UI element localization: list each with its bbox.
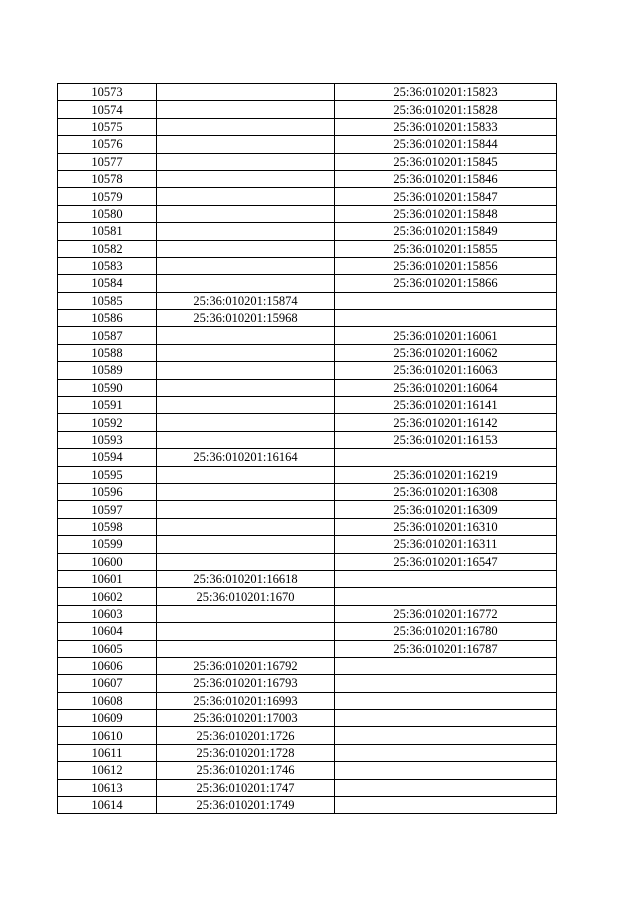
cadastral-number-cell xyxy=(157,275,335,292)
cadastral-number-cell: 25:36:010201:16141 xyxy=(335,397,557,414)
cadastral-number-cell: 25:36:010201:15847 xyxy=(335,188,557,205)
table-row xyxy=(58,240,557,257)
data-table xyxy=(57,83,557,814)
cadastral-number-cell: 25:36:010201:15844 xyxy=(335,136,557,153)
cadastral-number-cell: 25:36:010201:17003 xyxy=(157,710,335,727)
table-row xyxy=(58,362,557,379)
row-number-cell: 10591 xyxy=(58,397,157,414)
row-number-cell: 10580 xyxy=(58,205,157,222)
cadastral-number-cell: 25:36:010201:1670 xyxy=(157,588,335,605)
table-row xyxy=(58,605,557,622)
table-row xyxy=(58,797,557,814)
cadastral-number-cell: 25:36:010201:16547 xyxy=(335,553,557,570)
cadastral-number-cell xyxy=(157,223,335,240)
cadastral-number-cell: 25:36:010201:16061 xyxy=(335,327,557,344)
table-row xyxy=(58,536,557,553)
table-row xyxy=(58,692,557,709)
row-number-cell: 10599 xyxy=(58,536,157,553)
cadastral-number-cell: 25:36:010201:15828 xyxy=(335,101,557,118)
table-row xyxy=(58,501,557,518)
cadastral-number-cell xyxy=(157,431,335,448)
table-row xyxy=(58,762,557,779)
table-row xyxy=(58,153,557,170)
table-row xyxy=(58,657,557,674)
table-row xyxy=(58,744,557,761)
table-row xyxy=(58,727,557,744)
table-row xyxy=(58,205,557,222)
row-number-cell: 10606 xyxy=(58,657,157,674)
row-number-cell: 10611 xyxy=(58,744,157,761)
cadastral-number-cell xyxy=(335,692,557,709)
cadastral-number-cell: 25:36:010201:16309 xyxy=(335,501,557,518)
cadastral-number-cell xyxy=(157,205,335,222)
table-row xyxy=(58,84,557,101)
cadastral-number-cell xyxy=(335,727,557,744)
cadastral-number-cell xyxy=(157,553,335,570)
row-number-cell: 10584 xyxy=(58,275,157,292)
row-number-cell: 10612 xyxy=(58,762,157,779)
row-number-cell: 10610 xyxy=(58,727,157,744)
cadastral-number-cell: 25:36:010201:1726 xyxy=(157,727,335,744)
row-number-cell: 10609 xyxy=(58,710,157,727)
row-number-cell: 10573 xyxy=(58,84,157,101)
table-row xyxy=(58,483,557,500)
cadastral-number-cell xyxy=(157,414,335,431)
row-number-cell: 10594 xyxy=(58,449,157,466)
cadastral-number-cell xyxy=(157,170,335,187)
table-row xyxy=(58,588,557,605)
cadastral-number-cell: 25:36:010201:15846 xyxy=(335,170,557,187)
cadastral-number-cell xyxy=(335,310,557,327)
cadastral-number-cell xyxy=(335,570,557,587)
row-number-cell: 10586 xyxy=(58,310,157,327)
row-number-cell: 10607 xyxy=(58,675,157,692)
row-number-cell: 10605 xyxy=(58,640,157,657)
cadastral-number-cell: 25:36:010201:16787 xyxy=(335,640,557,657)
cadastral-number-cell: 25:36:010201:16618 xyxy=(157,570,335,587)
table-row xyxy=(58,223,557,240)
table-row xyxy=(58,327,557,344)
table-row xyxy=(58,710,557,727)
cadastral-number-cell: 25:36:010201:15855 xyxy=(335,240,557,257)
table-row xyxy=(58,275,557,292)
row-number-cell: 10593 xyxy=(58,431,157,448)
cadastral-number-cell: 25:36:010201:15833 xyxy=(335,118,557,135)
table-row xyxy=(58,414,557,431)
row-number-cell: 10583 xyxy=(58,257,157,274)
table-row xyxy=(58,118,557,135)
cadastral-number-cell: 25:36:010201:16993 xyxy=(157,692,335,709)
row-number-cell: 10588 xyxy=(58,344,157,361)
cadastral-number-cell: 25:36:010201:16792 xyxy=(157,657,335,674)
cadastral-number-cell xyxy=(157,153,335,170)
row-number-cell: 10597 xyxy=(58,501,157,518)
cadastral-number-cell xyxy=(157,257,335,274)
row-number-cell: 10598 xyxy=(58,518,157,535)
cadastral-number-cell xyxy=(157,101,335,118)
row-number-cell: 10595 xyxy=(58,466,157,483)
cadastral-number-cell: 25:36:010201:16063 xyxy=(335,362,557,379)
cadastral-number-cell: 25:36:010201:1749 xyxy=(157,797,335,814)
cadastral-number-cell: 25:36:010201:16164 xyxy=(157,449,335,466)
cadastral-number-cell xyxy=(335,588,557,605)
table-row xyxy=(58,379,557,396)
row-number-cell: 10602 xyxy=(58,588,157,605)
cadastral-number-cell: 25:36:010201:16064 xyxy=(335,379,557,396)
row-number-cell: 10585 xyxy=(58,292,157,309)
table-row xyxy=(58,640,557,657)
table-row xyxy=(58,310,557,327)
cadastral-number-cell xyxy=(335,710,557,727)
row-number-cell: 10577 xyxy=(58,153,157,170)
table-row xyxy=(58,344,557,361)
row-number-cell: 10600 xyxy=(58,553,157,570)
cadastral-number-cell: 25:36:010201:15968 xyxy=(157,310,335,327)
cadastral-number-cell xyxy=(157,640,335,657)
cadastral-number-cell: 25:36:010201:16153 xyxy=(335,431,557,448)
row-number-cell: 10603 xyxy=(58,605,157,622)
cadastral-number-cell: 25:36:010201:16780 xyxy=(335,623,557,640)
table-row xyxy=(58,170,557,187)
cadastral-number-cell xyxy=(157,623,335,640)
row-number-cell: 10590 xyxy=(58,379,157,396)
cadastral-number-cell xyxy=(157,188,335,205)
cadastral-number-cell xyxy=(157,605,335,622)
cadastral-number-cell: 25:36:010201:1746 xyxy=(157,762,335,779)
cadastral-number-cell xyxy=(335,744,557,761)
cadastral-number-cell: 25:36:010201:15845 xyxy=(335,153,557,170)
row-number-cell: 10601 xyxy=(58,570,157,587)
cadastral-number-cell xyxy=(157,379,335,396)
table-row xyxy=(58,779,557,796)
cadastral-number-cell xyxy=(157,536,335,553)
cadastral-number-cell xyxy=(335,657,557,674)
cadastral-number-cell xyxy=(157,397,335,414)
row-number-cell: 10592 xyxy=(58,414,157,431)
cadastral-number-cell: 25:36:010201:16308 xyxy=(335,483,557,500)
cadastral-number-cell: 25:36:010201:16142 xyxy=(335,414,557,431)
cadastral-number-cell xyxy=(157,344,335,361)
row-number-cell: 10582 xyxy=(58,240,157,257)
row-number-cell: 10589 xyxy=(58,362,157,379)
cadastral-number-cell: 25:36:010201:16310 xyxy=(335,518,557,535)
cadastral-number-cell xyxy=(335,762,557,779)
cadastral-number-cell: 25:36:010201:16772 xyxy=(335,605,557,622)
cadastral-number-cell: 25:36:010201:16062 xyxy=(335,344,557,361)
row-number-cell: 10608 xyxy=(58,692,157,709)
table-row xyxy=(58,292,557,309)
row-number-cell: 10576 xyxy=(58,136,157,153)
table-row xyxy=(58,623,557,640)
cadastral-number-cell: 25:36:010201:15848 xyxy=(335,205,557,222)
cadastral-number-cell xyxy=(157,136,335,153)
cadastral-number-cell xyxy=(157,466,335,483)
row-number-cell: 10574 xyxy=(58,101,157,118)
cadastral-number-cell xyxy=(157,240,335,257)
row-number-cell: 10578 xyxy=(58,170,157,187)
table-row xyxy=(58,675,557,692)
row-number-cell: 10579 xyxy=(58,188,157,205)
cadastral-number-cell xyxy=(335,779,557,796)
table-row xyxy=(58,431,557,448)
row-number-cell: 10581 xyxy=(58,223,157,240)
table-row xyxy=(58,397,557,414)
cadastral-number-cell: 25:36:010201:15823 xyxy=(335,84,557,101)
row-number-cell: 10613 xyxy=(58,779,157,796)
cadastral-number-cell: 25:36:010201:16793 xyxy=(157,675,335,692)
cadastral-number-cell xyxy=(335,449,557,466)
row-number-cell: 10587 xyxy=(58,327,157,344)
cadastral-number-cell: 25:36:010201:15856 xyxy=(335,257,557,274)
row-number-cell: 10575 xyxy=(58,118,157,135)
cadastral-number-cell xyxy=(157,501,335,518)
table-row xyxy=(58,518,557,535)
cadastral-number-cell xyxy=(157,118,335,135)
row-number-cell: 10596 xyxy=(58,483,157,500)
cadastral-number-cell xyxy=(335,797,557,814)
table-row xyxy=(58,136,557,153)
table-row xyxy=(58,570,557,587)
cadastral-number-cell xyxy=(335,292,557,309)
table-row xyxy=(58,449,557,466)
cadastral-number-cell xyxy=(157,327,335,344)
cadastral-number-cell: 25:36:010201:15849 xyxy=(335,223,557,240)
table-row xyxy=(58,257,557,274)
cadastral-number-cell xyxy=(335,675,557,692)
table-row xyxy=(58,188,557,205)
table-row xyxy=(58,101,557,118)
table-body xyxy=(58,84,557,814)
cadastral-number-cell xyxy=(157,483,335,500)
row-number-cell: 10604 xyxy=(58,623,157,640)
cadastral-number-cell: 25:36:010201:16219 xyxy=(335,466,557,483)
cadastral-number-cell: 25:36:010201:1728 xyxy=(157,744,335,761)
cadastral-number-cell xyxy=(157,362,335,379)
cadastral-number-cell: 25:36:010201:15866 xyxy=(335,275,557,292)
row-number-cell: 10614 xyxy=(58,797,157,814)
cadastral-number-cell: 25:36:010201:15874 xyxy=(157,292,335,309)
table-row xyxy=(58,466,557,483)
cadastral-number-cell: 25:36:010201:16311 xyxy=(335,536,557,553)
cadastral-number-cell xyxy=(157,84,335,101)
cadastral-number-cell: 25:36:010201:1747 xyxy=(157,779,335,796)
table-row xyxy=(58,553,557,570)
cadastral-number-cell xyxy=(157,518,335,535)
